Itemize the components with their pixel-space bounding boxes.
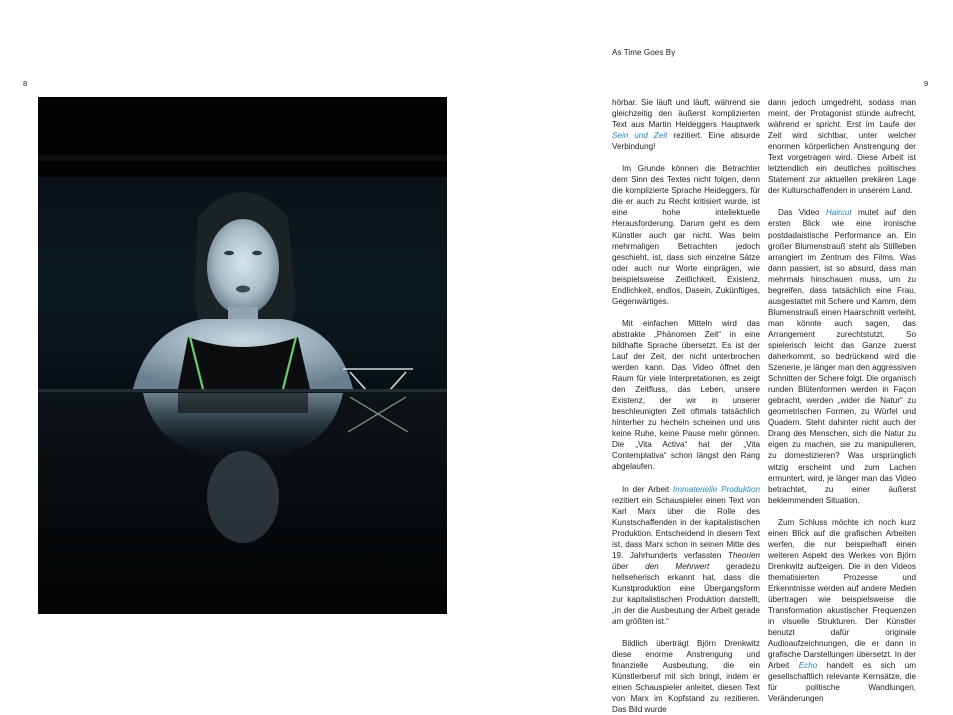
running-head: As Time Goes By [612, 48, 676, 57]
col2-paragraph-2 [768, 207, 916, 505]
col1-p4-text-b: rezitiert ein Schauspieler einen Text von Karl Marx über die Rolle des Kunstschaffenden in der kapitalistischen Produktion. Entscheidend in diesem Text ist, dass Marx schon in seinen Mitte des 19. Jahrhunderts verfassten [612, 495, 760, 560]
col2-paragraph-1: dann jedoch umgedreht, sodass man meint, der Protagonist stünde aufrecht, während er spricht. Erst im Laufe der Zeit wird sichtbar, unter welcher enormen körperlichen Anstrengung der Text vorgetragen wird. Diese Arbeit ist letztendlich ein deutliches politisches Statement zur aktuellen prekären Lage der Kulturschaffenden in unserem Land. [768, 98, 916, 196]
page-number-left: 8 [23, 79, 28, 88]
col1-p4-text-a: In der Arbeit [622, 484, 673, 494]
col2-p2-text-a: Das Video [778, 208, 826, 218]
work-title-immaterielle-produktion: Immaterielle Produktion [673, 484, 760, 494]
col1-paragraph-5: Bildlich überträgt Björn Drenkwitz diese enorme Anstrengung und finanzielle Ausbeutung, die ein Künstlerberuf mit sich bringt, indem er einen Schauspieler anleitet, diesen Text von Marx im Kopfstand zu rezitieren. Das Bild wurde [612, 639, 760, 715]
text-column-2 [768, 97, 916, 704]
work-title-echo: Echo [798, 661, 818, 671]
col1-paragraph-3: Mit einfachen Mitteln wird das abstrakte „Phänomen Zeit“ in eine bildhafte Sprache übersetzt. Es ist der Lauf der Zeit, der nicht unterbrochen werden kann. Das Video öffnet den Raum für viele Interpretationen, es zeigt den Zeitfluss, das Leben, unsere Existenz, der wir in unserer beschleunigten Zeit oftmals tatsächlich hinterher zu hecheln scheinen und uns keine Ruhe, keine Pause mehr gönnen. Die „Vita Activa“ hat der „Vita Contemplativa“ schon längst den Rang abgelaufen. [612, 318, 760, 472]
col1-paragraph-1 [612, 97, 760, 152]
col1-paragraph-4 [612, 484, 760, 628]
performer-photo [38, 97, 447, 614]
col2-p3-text-b: handelt es sich um gesellschaftlich relevante Kernsätze, die für politische Wandlungen, Veränderungen [768, 661, 916, 704]
text-column-1 [612, 97, 760, 715]
col2-p3-text-a: Zum Schluss möchte ich noch kurz einen Blick auf die grafischen Arbeiten werfen, die nur beispielhaft einen weiteren Aspekt des Werkes von Björn Drenkwitz aufzeigen. Die in den Videos thematisierten Prozesse und Erkenntnisse werden auf andere Medien übertragen wie beispielsweise die Transformation akustischer Frequenzen in visuelle Strukturen. Der Künstler benutzt dafür originale Audioaufzeichnungen, die er dann in grafische Darstellungen übersetzt. In der Arbeit [768, 517, 916, 671]
work-title-sein-und-zeit: Sein und Zeit [612, 131, 668, 141]
col1-p1-text-b: rezitiert. Eine absurde Verbindung! [612, 131, 760, 152]
col1-p4-text-c: geradezu hellseherisch erkannt hat, dass die Kunstproduktion eine Übergangsform zur kapitalistischen Produktion darstellt, „in der die Ausbeutung der Arbeit gerade am größten ist.“ [612, 561, 761, 627]
page-number-right: 9 [924, 79, 929, 88]
work-title-haircut: Haircut [825, 208, 852, 218]
performer-photo-icon [38, 97, 447, 614]
col2-paragraph-3 [768, 517, 916, 705]
col1-paragraph-2: Im Grunde können die Betrachter dem Sinn des Textes nicht folgen, denn die komplizierte Sprache Heideggers, für die er auch zu Recht kritisiert wurde, ist eine hohe intellektuelle Herausforderung. Darum geht es dem Künstler auch gar nicht. Was beim mehrmaligen Betrachten jedoch geschieht, ist, dass sich einzelne Sätze oder auch nur Worte einprägen, wie beispielsweise Zeitlichkeit, Existenz, Endlichkeit, endlos, Dasein, Zukünftiges, Gegenwärtiges. [612, 164, 760, 306]
col1-p4-emphasis: Theorien über den Mehrwert [612, 550, 760, 571]
col2-p2-text-b: mutet auf den ersten Blick wie eine ironische postdadaistische Performance an. Ein großer Blumenstrauß steht als Stillleben arrangiert im Zentrum des Films. Was dann passiert, ist so absurd, dass man mehrmals hinschauen muss, um zu begreifen, dass tatsächlich eine Frau, ausgestattet mit Schere und Kamm, dem Blumenstrauß einen Haarschnitt verleiht, man könnte auch sagen, das Arrangement zurechtstutzt. So spielerisch leicht das Ganze zuerst daherkommt, so bedrückend wird die Szenerie, je länger man den aggressiven Schnitten der Schere folgt. Die organisch runden Blütenformen werden in Façon gebracht, werden „wider die Natur“ zu geometrischen Formen, zu Würfel und Quadern. Steht dahinter nicht auch der Drang des Menschen, sich die Natur zu eigen zu machen, sie zu manipulieren, zu domestizieren? Was ursprünglich witzig erscheint und zum Lachen ermuntert, wird, je länger man das Video betrachtet, zu einer äußerst beklemmenden Situation. [768, 208, 916, 505]
col1-p1-text: hörbar. Sie läuft und läuft, während sie gleichzeitig den äußerst komplizierten Text aus Martin Heideggers Hauptwerk [612, 98, 760, 130]
